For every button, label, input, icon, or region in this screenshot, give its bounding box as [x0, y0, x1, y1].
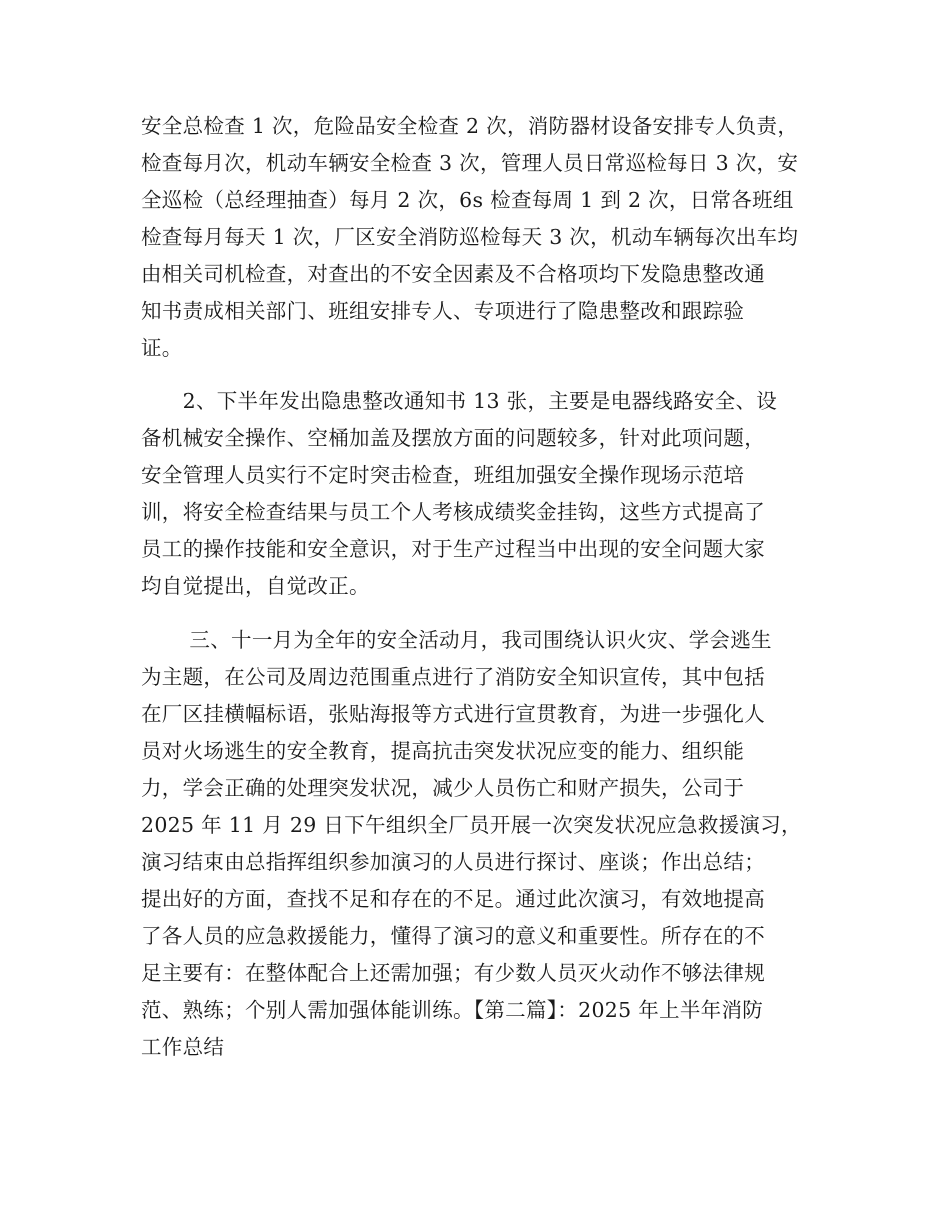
text-line: 在厂区挂横幅标语，张贴海报等方式进行宣贯教育，为进一步强化人	[141, 702, 765, 726]
text-line: 了各人员的应急救援能力，懂得了演习的意义和重要性。所存在的不	[141, 924, 765, 948]
text-line: 由相关司机检查，对查出的不安全因素及不合格项均下发隐患整改通	[141, 262, 765, 286]
text-line: 检查每月次，机动车辆安全检查 3 次，管理人员日常巡检每日 3 次，安	[141, 151, 799, 175]
text-line: 足主要有：在整体配合上还需加强；有少数人员灭火动作不够法律规	[141, 961, 765, 985]
text-line: 三、十一月为全年的安全活动月，我司围绕认识火灾、学会逃生	[141, 628, 772, 652]
text-line: 2025 年 11 月 29 日下午组织全厂员开展一次突发状况应急救援演习，	[141, 813, 802, 837]
text-line: 范、熟练；个别人需加强体能训练。【第二篇】：2025 年上半年消防	[141, 998, 764, 1022]
text-line: 员工的操作技能和安全意识，对于生产过程当中出现的安全问题大家	[141, 537, 765, 561]
text-line: 工作总结	[141, 1035, 225, 1059]
text-line: 检查每月每天 1 次，厂区安全消防巡检每天 3 次，机动车辆每次出车均	[141, 225, 799, 249]
text-line: 演习结束由总指挥组织参加演习的人员进行探讨、座谈；作出总结；	[141, 850, 765, 874]
text-line: 为主题，在公司及周边范围重点进行了消防安全知识宣传，其中包括	[141, 665, 765, 689]
text-line: 安全管理人员实行不定时突击检查，班组加强安全操作现场示范培	[141, 463, 745, 487]
paragraph-safety-month	[141, 622, 821, 1066]
text-line: 提出好的方面，查找不足和存在的不足。通过此次演习，有效地提高	[141, 887, 765, 911]
text-line: 安全总检查 1 次，危险品安全检查 2 次，消防器材设备安排专人负责，	[141, 114, 799, 138]
text-line: 全巡检（总经理抽查）每月 2 次，6s 检查每周 1 到 2 次，日常各班组	[141, 188, 794, 212]
text-line: 证。	[141, 336, 183, 360]
paragraph-inspection-frequency	[141, 108, 821, 367]
paragraph-hazard-notices	[141, 383, 821, 605]
text-line: 均自觉提出，自觉改正。	[141, 574, 370, 598]
text-line: 备机械安全操作、空桶加盖及摆放方面的问题较多，针对此项问题，	[141, 426, 765, 450]
text-line: 知书责成相关部门、班组安排专人、专项进行了隐患整改和跟踪验	[141, 299, 745, 323]
text-line: 训，将安全检查结果与员工个人考核成绩奖金挂钩，这些方式提高了	[141, 500, 765, 524]
text-line: 2、下半年发出隐患整改通知书 13 张，主要是电器线路安全、设	[141, 389, 778, 413]
text-line: 员对火场逃生的安全教育，提高抗击突发状况应变的能力、组织能	[141, 739, 745, 763]
text-line: 力，学会正确的处理突发状况，减少人员伤亡和财产损失，公司于	[141, 776, 745, 800]
